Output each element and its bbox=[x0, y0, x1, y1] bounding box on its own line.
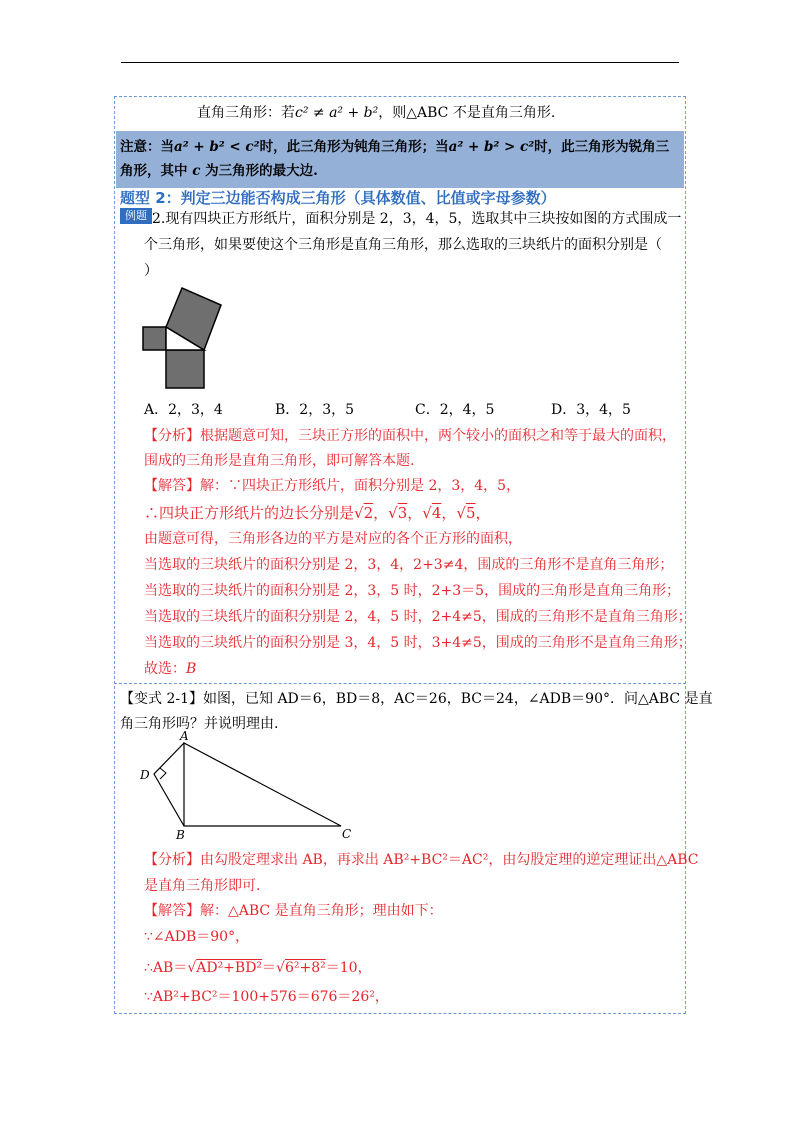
small-square bbox=[143, 327, 166, 350]
sqrt-ad-bd: √AD²+BD² bbox=[187, 960, 263, 976]
solution-line-2: ∴四块正方形纸片的边长分别是√2，√3，√4，√5， bbox=[144, 504, 491, 522]
question-line-2: 个三角形，如果要使这个三角形是直角三角形，那么选取的三块纸片的面积分别是（ bbox=[144, 237, 662, 253]
side-length-text: ∴四块正方形纸片的边长分别是 bbox=[144, 504, 355, 522]
solution2-line-3 bbox=[144, 958, 372, 978]
question-line-3: ） bbox=[144, 263, 158, 279]
label-c: C bbox=[342, 827, 352, 841]
answer-line bbox=[144, 659, 196, 679]
choice-d: D．3，4，5 bbox=[551, 402, 631, 418]
label-d: D bbox=[140, 768, 150, 782]
note-line-2 bbox=[120, 159, 680, 183]
solution2-line-4: ∵AB²+BC²＝100+576＝676＝26²， bbox=[144, 989, 389, 1005]
sqrt-value: 4 bbox=[431, 504, 442, 522]
note-text: 角形，其中 bbox=[120, 163, 188, 179]
solution-line-7: 当选取的三块纸片的面积分别是 3，4，5 时，3+4≠5，围成的三角形不是直角三角形； bbox=[144, 635, 692, 651]
condition-suffix: ，则△ABC 不是直角三角形. bbox=[378, 105, 556, 121]
condition-prefix: 直角三角形：若 bbox=[197, 105, 295, 121]
equals: ＝ bbox=[262, 960, 277, 976]
note-formula: a² + b² < c² bbox=[174, 139, 260, 155]
question-line-1: 2.现有四块正方形纸片，面积分别是 2，3，4，5，选取其中三块按如图的方式围成一 bbox=[152, 211, 682, 227]
sqrt-5: √5 bbox=[456, 504, 476, 522]
right-triangle-condition bbox=[197, 103, 555, 123]
sqrt-3: √3 bbox=[388, 504, 408, 522]
section-separator bbox=[114, 683, 686, 684]
triangle-abd bbox=[154, 743, 184, 826]
solution-line-4: 当选取的三块纸片的面积分别是 2，3，4，2+3≠4，围成的三角形不是直角三角形； bbox=[144, 557, 674, 573]
note-box bbox=[116, 131, 684, 188]
section-heading: 题型 2：判定三边能否构成三角形（具体数值、比值或字母参数） bbox=[120, 189, 556, 207]
note-text: 时，此三角形为锐角三 bbox=[534, 139, 670, 155]
sqrt-value: 6²+8² bbox=[284, 960, 326, 976]
solution2-line-1: 【解答】解：△ABC 是直角三角形；理由如下： bbox=[144, 903, 443, 919]
sqrt-value: 5 bbox=[465, 504, 476, 522]
example-tag: 例题 bbox=[120, 208, 152, 224]
condition-formula: c² ≠ a² + b² bbox=[295, 105, 379, 121]
ab-equals: ∴AB＝ bbox=[144, 960, 188, 976]
choice-b: B．2，3，5 bbox=[275, 402, 355, 418]
sqrt-value: 3 bbox=[397, 504, 408, 522]
variant-tag: 【变式 2-1】 bbox=[120, 691, 203, 707]
result: ＝10， bbox=[325, 960, 372, 976]
note-formula: c bbox=[192, 163, 201, 179]
solution-line-1: 【解答】解：∵四块正方形纸片，面积分别是 2，3，4，5， bbox=[144, 478, 521, 494]
note-text: 为三角形的最大边. bbox=[205, 163, 318, 179]
label-b: B bbox=[176, 828, 185, 842]
analysis-line-1: 【分析】根据题意可知，三块正方形的面积中，两个较小的面积之和等于最大的面积， bbox=[144, 428, 676, 444]
triangle-figure bbox=[136, 728, 366, 842]
sqrt-4: √4 bbox=[422, 504, 442, 522]
note-text: 注意：当 bbox=[120, 139, 174, 155]
sqrt-value: AD²+BD² bbox=[196, 960, 263, 976]
choice-a: A．2，3，4 bbox=[144, 402, 223, 418]
solution-line-6: 当选取的三块纸片的面积分别是 2，4，5 时，2+4≠5，围成的三角形不是直角三角形； bbox=[144, 609, 692, 625]
squares-figure bbox=[140, 285, 236, 393]
answer-value: B bbox=[186, 661, 197, 677]
solution-line-5: 当选取的三块纸片的面积分别是 2，3，5 时，2+3＝5，围成的三角形是直角三角形； bbox=[144, 583, 681, 599]
choice-c: C．2，4，5 bbox=[415, 402, 495, 418]
solution2-line-2: ∵∠ADB＝90°， bbox=[144, 929, 250, 945]
sqrt-6-8: √6²+8² bbox=[276, 960, 326, 976]
answer-prefix: 故选： bbox=[144, 661, 186, 677]
header-rule bbox=[121, 62, 679, 63]
variant-line-1 bbox=[120, 689, 713, 709]
note-formula: a² + b² > c² bbox=[448, 139, 535, 155]
medium-square bbox=[166, 350, 204, 388]
triangle-abc bbox=[184, 743, 341, 826]
note-text: 时，此三角形为钝角三角形；当 bbox=[259, 139, 449, 155]
variant-text: 如图，已知 AD＝6，BD＝8，AC＝26，BC＝24，∠ADB＝90°．问△ABC 是直 bbox=[203, 691, 713, 707]
right-angle-mark bbox=[160, 768, 166, 779]
analysis2-line-1: 【分析】由勾股定理求出 AB，再求出 AB²+BC²＝AC²，由勾股定理的逆定理证出△ABC bbox=[144, 852, 699, 868]
sqrt-2: √2 bbox=[354, 504, 374, 522]
sqrt-value: 2 bbox=[363, 504, 374, 522]
analysis-line-2: 围成的三角形是直角三角形，即可解答本题. bbox=[144, 453, 415, 469]
solution-line-3: 由题意可得，三角形各边的平方是对应的各个正方形的面积， bbox=[144, 531, 522, 547]
note-line-1 bbox=[120, 135, 680, 159]
label-a: A bbox=[180, 729, 189, 743]
variant-line-2: 角三角形吗？并说明理由. bbox=[120, 716, 279, 732]
analysis2-line-2: 是直角三角形即可. bbox=[144, 878, 261, 894]
